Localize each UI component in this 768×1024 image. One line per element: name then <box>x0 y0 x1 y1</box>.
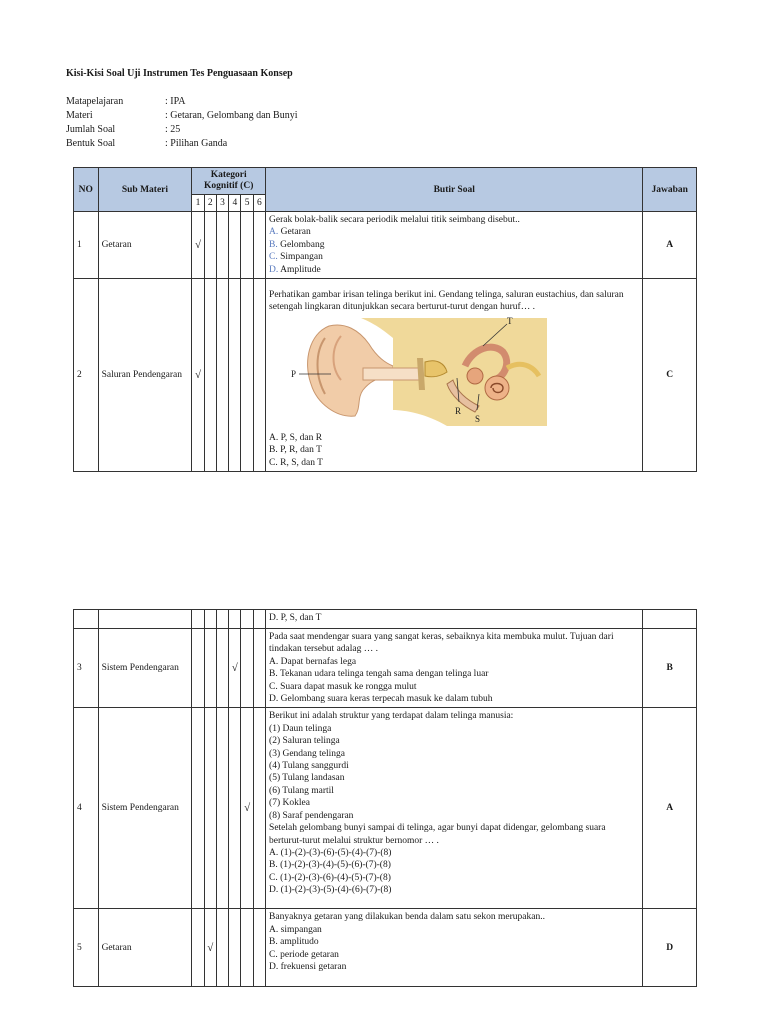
question-intro: Berikut ini adalah struktur yang terdapat dalam telinga manusia: <box>269 711 514 722</box>
meta-key: Bentuk Soal <box>66 138 116 149</box>
option: A. simpangan <box>269 924 322 935</box>
header-level: 2 <box>204 195 216 212</box>
meta-row <box>66 95 297 109</box>
cell-butir-soal <box>266 212 643 279</box>
cell-sub-materi: Sistem Pendengaran <box>98 629 192 708</box>
list-item: (5) Tulang landasan <box>269 773 345 784</box>
header-kategori: Kategori Kognitif (C) <box>192 168 266 195</box>
list-item: (6) Tulang martil <box>269 785 334 796</box>
meta-row <box>66 123 297 137</box>
cell-jawaban: D <box>643 909 697 987</box>
option: B. amplitudo <box>269 937 319 948</box>
header-butir-soal: Butir Soal <box>266 168 643 212</box>
table-row <box>74 708 697 909</box>
table-row <box>74 909 697 987</box>
header-level: 5 <box>241 195 253 212</box>
meta-block <box>66 95 297 151</box>
header-no: NO <box>74 168 99 212</box>
check-mark: √ <box>204 909 216 987</box>
list-item: (4) Tulang sanggurdi <box>269 761 349 772</box>
label-t: T <box>507 315 513 326</box>
meta-key: Matapelajaran <box>66 96 124 107</box>
cell-sub-materi: Getaran <box>98 212 192 279</box>
cell-jawaban: A <box>643 212 697 279</box>
cell-butir-soal <box>266 610 643 629</box>
option: B. P, R, dan T <box>269 445 322 456</box>
grid-table-part-2 <box>73 609 697 987</box>
table-row <box>74 279 697 472</box>
grid-table-part-1 <box>73 167 697 472</box>
list-item: (8) Saraf pendengaran <box>269 810 354 821</box>
cell-jawaban: A <box>643 708 697 909</box>
header-sub-materi: Sub Materi <box>98 168 192 212</box>
check-mark: √ <box>192 279 204 472</box>
check-mark: √ <box>192 212 204 279</box>
meta-value: : IPA <box>165 96 186 107</box>
header-level: 6 <box>253 195 265 212</box>
cell-butir-soal <box>266 708 643 909</box>
list-item: (7) Koklea <box>269 798 310 809</box>
option: C. (1)-(2)-(3)-(6)-(4)-(5)-(7)-(8) <box>269 872 391 883</box>
option: B. Gelombang <box>269 239 325 250</box>
cell-jawaban: B <box>643 629 697 708</box>
question-text: Perhatikan gambar irisan telinga berikut ini. Gendang telinga, saluran eustachius, dan saluran setengah lingkaran ditunjukkan secara berturut-turut dengan huruf… . <box>269 290 624 313</box>
option: D. P, S, dan T <box>269 613 322 623</box>
check-mark: √ <box>229 629 241 708</box>
list-item: (3) Gendang telinga <box>269 748 346 759</box>
option: A. (1)-(2)-(3)-(6)-(5)-(4)-(7)-(8) <box>269 847 392 858</box>
list-item: (1) Daun telinga <box>269 723 332 734</box>
ear-cross-section-image <box>291 315 547 426</box>
question-text: Gerak bolak-balik secara periodik melalui titik seimbang disebut.. <box>269 215 520 225</box>
meta-row <box>66 137 297 151</box>
option: B. (1)-(2)-(3)-(4)-(5)-(6)-(7)-(8) <box>269 860 391 871</box>
question-text: Banyaknya getaran yang dilakukan benda dalam satu sekon merupakan.. <box>269 912 545 923</box>
option: A. Dapat bernafas lega <box>269 656 357 667</box>
question-text: Pada saat mendengar suara yang sangat keras, sebaiknya kita membuka mulut. Tujuan dari tindakan tersebut adalag … . <box>269 632 614 655</box>
option: A. Getaran <box>269 227 311 238</box>
cell-butir-soal <box>266 279 643 472</box>
cell-sub-materi: Sistem Pendengaran <box>98 708 192 909</box>
meta-row <box>66 109 297 123</box>
cell-no: 4 <box>74 708 99 909</box>
cell-butir-soal <box>266 629 643 708</box>
meta-value: : Pilihan Ganda <box>165 138 228 149</box>
option: C. Suara dapat masuk ke rongga mulut <box>269 681 417 692</box>
label-p: P <box>291 368 297 379</box>
option: D. Amplitude <box>269 264 321 275</box>
label-r: R <box>455 405 462 416</box>
header-level: 1 <box>192 195 204 212</box>
option: C. Simpangan <box>269 252 323 263</box>
table-row <box>74 629 697 708</box>
cell-butir-soal <box>266 909 643 987</box>
option: A. P, S, dan R <box>269 432 323 443</box>
option: C. periode getaran <box>269 949 339 960</box>
cell-no: 3 <box>74 629 99 708</box>
header-level: 4 <box>229 195 241 212</box>
option: D. (1)-(2)-(3)-(5)-(4)-(6)-(7)-(8) <box>269 885 392 896</box>
page-title: Kisi-Kisi Soal Uji Instrumen Tes Penguasaan Konsep <box>66 68 293 79</box>
option: D. frekuensi getaran <box>269 962 347 973</box>
header-level: 3 <box>216 195 228 212</box>
meta-value: : 25 <box>165 124 181 135</box>
table-row <box>74 610 697 629</box>
check-mark: √ <box>241 708 253 909</box>
cell-no: 1 <box>74 212 99 279</box>
table-row <box>74 212 697 279</box>
question-text: Setelah gelombang bunyi sampai di telinga, agar bunyi dapat didengar, gelombang suara berturut-turut melalui struktur bernomor … . <box>269 823 606 846</box>
label-s: S <box>475 413 481 424</box>
meta-value: : Getaran, Gelombang dan Bunyi <box>165 110 298 121</box>
list-item: (2) Saluran telinga <box>269 736 340 747</box>
meta-key: Materi <box>66 110 93 121</box>
option: C. R, S, dan T <box>269 457 323 468</box>
header-jawaban: Jawaban <box>643 168 697 212</box>
meta-key: Jumlah Soal <box>66 124 116 135</box>
cell-sub-materi: Saluran Pendengaran <box>98 279 192 472</box>
option: D. Gelombang suara keras terpecah masuk ke dalam tubuh <box>269 694 493 705</box>
cell-no: 2 <box>74 279 99 472</box>
cell-sub-materi: Getaran <box>98 909 192 987</box>
option: B. Tekanan udara telinga tengah sama dengan telinga luar <box>269 669 489 680</box>
cell-jawaban: C <box>643 279 697 472</box>
cell-no: 5 <box>74 909 99 987</box>
